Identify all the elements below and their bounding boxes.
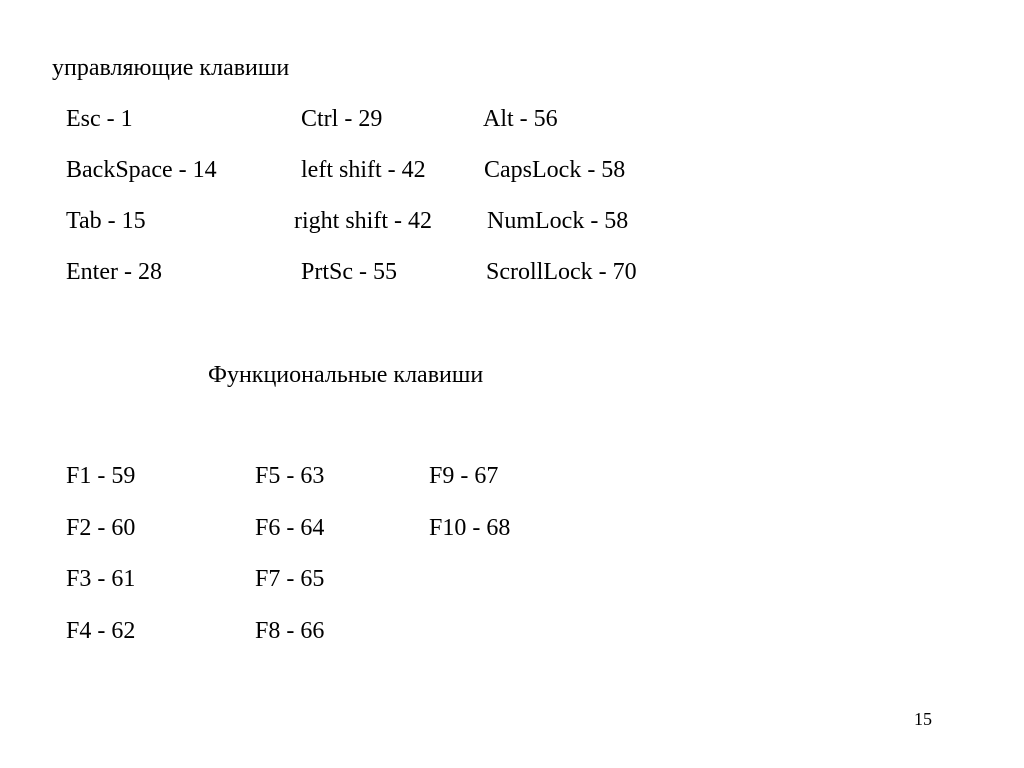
function-key-f4: F4 - 62 [66, 618, 136, 644]
function-key-f8: F8 - 66 [255, 618, 325, 644]
function-key-f10: F10 - 68 [429, 515, 511, 541]
control-key-enter: Enter - 28 [66, 259, 162, 285]
control-key-backspace: BackSpace - 14 [66, 157, 217, 183]
function-key-f3: F3 - 61 [66, 566, 136, 592]
function-key-f5: F5 - 63 [255, 463, 325, 489]
control-key-prtsc: PrtSc - 55 [301, 259, 397, 285]
control-key-left-shift: left shift - 42 [301, 157, 426, 183]
page-number: 15 [914, 709, 932, 729]
control-key-tab: Tab - 15 [66, 208, 146, 234]
control-key-esc: Esc - 1 [66, 106, 133, 132]
control-key-numlock: NumLock - 58 [487, 208, 629, 234]
control-key-capslock: CapsLock - 58 [484, 157, 626, 183]
control-key-scrolllock: ScrollLock - 70 [486, 259, 637, 285]
function-key-f6: F6 - 64 [255, 515, 325, 541]
function-key-f1: F1 - 59 [66, 463, 136, 489]
function-key-f7: F7 - 65 [255, 566, 325, 592]
function-key-f9: F9 - 67 [429, 463, 499, 489]
control-key-right-shift: right shift - 42 [294, 208, 432, 234]
control-keys-heading: управляющие клавиши [52, 55, 290, 81]
control-key-alt: Alt - 56 [483, 106, 558, 132]
control-key-ctrl: Ctrl - 29 [301, 106, 383, 132]
function-keys-heading: Функциональные клавиши [208, 362, 484, 388]
function-key-f2: F2 - 60 [66, 515, 136, 541]
